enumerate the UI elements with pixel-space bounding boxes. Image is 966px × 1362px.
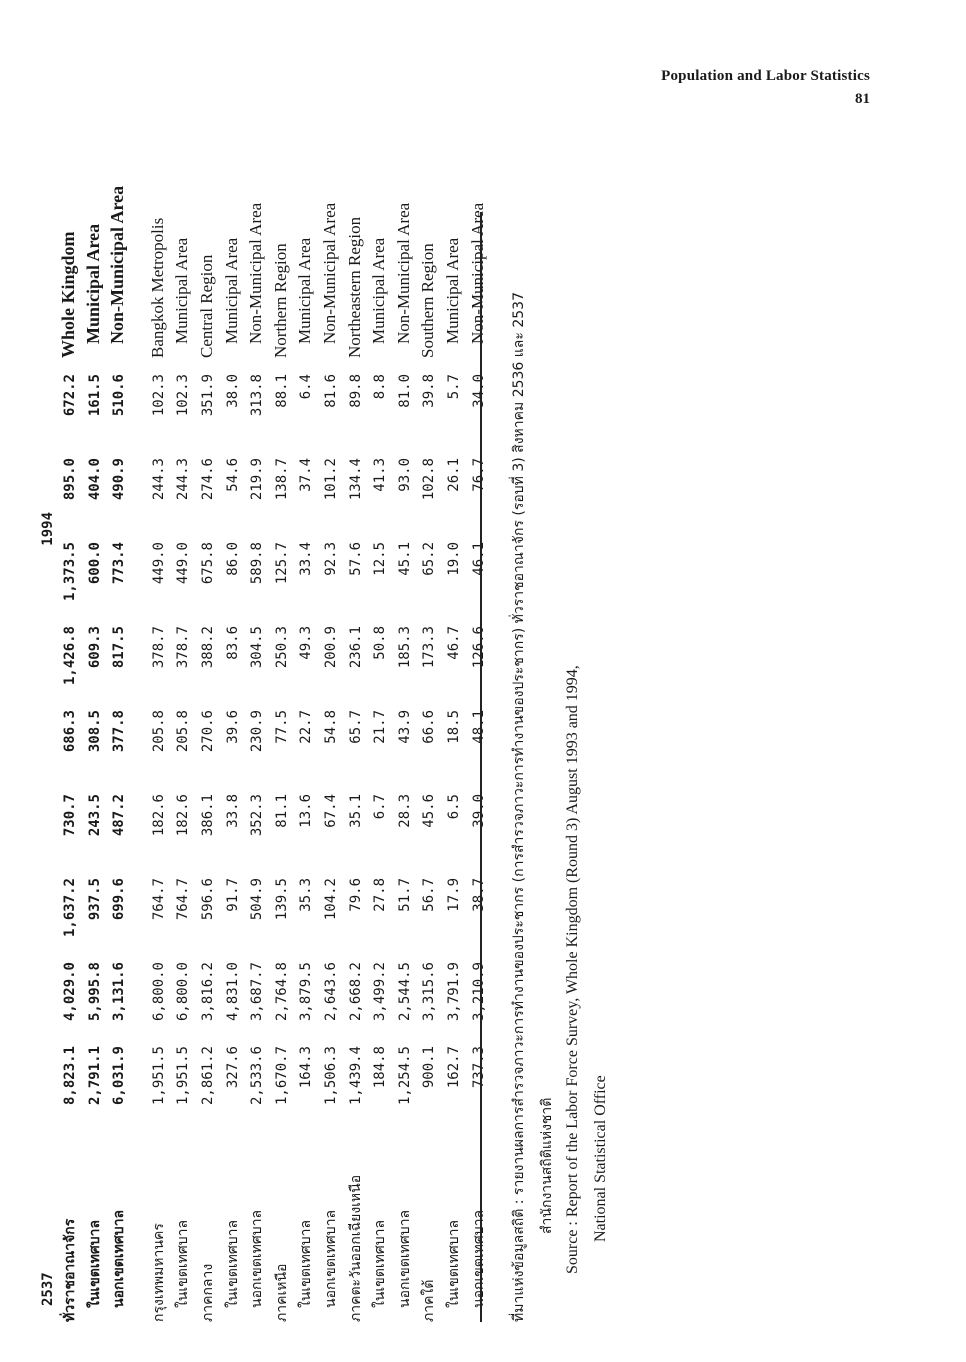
table-row — [172, 42, 197, 1322]
row-label-english: Non-Municipal Area — [467, 202, 487, 344]
table-cell: 134.4 — [347, 458, 364, 501]
row-label-thai: ภาคตะวันออกเฉียงเหนือ — [347, 1174, 364, 1322]
table-cell: 388.2 — [199, 626, 216, 669]
table-row — [107, 42, 132, 1322]
table-cell: 1,637.2 — [62, 878, 78, 938]
row-label-thai: ในเขตเทศบาล — [298, 1219, 315, 1308]
table-cell: 101.2 — [322, 458, 339, 501]
table-cell: 3,210.9 — [470, 962, 487, 1022]
table-cell: 92.3 — [322, 542, 339, 576]
table-cell: 26.1 — [445, 458, 462, 492]
row-label-thai: ในเขตเทศบาล — [224, 1219, 241, 1308]
footer — [508, 42, 620, 1322]
table-row — [246, 42, 271, 1322]
table-cell: 2,861.2 — [199, 1046, 216, 1106]
table-cell: 81.0 — [396, 374, 413, 408]
table-cell: 35.1 — [347, 794, 364, 828]
table-cell: 1,254.5 — [396, 1046, 413, 1106]
table-cell: 3,687.7 — [249, 962, 266, 1022]
table-cell: 86.0 — [224, 542, 241, 576]
table-cell: 8,823.1 — [62, 1046, 78, 1106]
table-cell: 39.6 — [224, 710, 241, 744]
table-cell: 162.7 — [445, 1046, 462, 1089]
table-cell: 102.8 — [421, 458, 438, 501]
footer-source-line-2 — [592, 42, 620, 1322]
row-label-english: Northeastern Region — [344, 216, 364, 358]
table-cell: 609.3 — [86, 626, 103, 669]
table-cell: 244.3 — [150, 458, 167, 501]
table-cell: 510.6 — [111, 374, 128, 417]
table-cell: 1,951.5 — [175, 1046, 192, 1106]
footer-source-text-1: Report of the Labor Force Survey, Whole Kingdom (Round 3) August 1993 and 1994, — [564, 665, 581, 1218]
table-cell: 504.9 — [249, 878, 266, 921]
table-cell: 352.3 — [249, 794, 266, 837]
table-cell: 205.8 — [175, 710, 192, 753]
table-cell: 102.3 — [150, 374, 167, 417]
table-cell: 184.8 — [372, 1046, 389, 1089]
table-cell: 672.2 — [62, 374, 78, 417]
table-cell: 1,426.8 — [62, 626, 78, 686]
table-cell: 3,791.9 — [445, 962, 462, 1022]
footer-thai-text-2: สำนักงานสถิติแห่งชาติ — [539, 1097, 555, 1234]
table-cell: 77.5 — [273, 710, 290, 744]
row-label-thai: ในเขตเทศบาล — [445, 1219, 462, 1308]
table-cell: 6,800.0 — [175, 962, 192, 1022]
table-cell: 377.8 — [111, 710, 128, 753]
table-cell: 38.7 — [470, 878, 487, 912]
table-cell: 686.3 — [62, 710, 78, 753]
table-cell: 3,315.6 — [421, 962, 438, 1022]
table-cell: 185.3 — [396, 626, 413, 669]
table-cell: 83.6 — [224, 626, 241, 660]
table-cell: 28.3 — [396, 794, 413, 828]
footer-thai-text-1: รายงานผลการสำรวจภาวะการทำงานของประชากร (การสำรวจภาวะการทำงานของประชากร) ทั่วราชอาณาจักร (รอบที่ 3) สิงหาคม 2536 และ 2537 — [511, 292, 527, 1196]
table-cell: 937.5 — [86, 878, 103, 921]
table-row — [369, 42, 394, 1322]
table-cell: 8.8 — [372, 374, 389, 400]
table-cell: 596.6 — [199, 878, 216, 921]
row-label-english: Municipal Area — [369, 237, 389, 344]
row-label-thai: ในเขตเทศบาล — [175, 1219, 192, 1308]
table-cell: 487.2 — [111, 794, 128, 837]
table-cell: 6.4 — [298, 374, 315, 400]
table-body — [58, 42, 492, 1322]
row-label-english: Municipal Area — [442, 237, 462, 344]
table-row — [197, 42, 222, 1322]
row-label-thai: ภาคใต้ — [421, 1279, 438, 1322]
table-row — [418, 42, 443, 1322]
table-cell: 699.6 — [111, 878, 128, 921]
table-cell: 19.0 — [445, 542, 462, 576]
table-cell: 17.9 — [445, 878, 462, 912]
table-cell: 449.0 — [175, 542, 192, 585]
table-cell: 39.8 — [421, 374, 438, 408]
table-cell: 50.8 — [372, 626, 389, 660]
table-cell: 308.5 — [86, 710, 103, 753]
table-cell: 675.8 — [199, 542, 216, 585]
table-cell: 304.5 — [249, 626, 266, 669]
table-cell: 6.7 — [372, 794, 389, 820]
table-cell: 38.0 — [224, 374, 241, 408]
row-label-thai: นอกเขตเทศบาล — [249, 1209, 266, 1308]
table-cell: 65.7 — [347, 710, 364, 744]
table-cell: 2,791.1 — [86, 1046, 103, 1106]
row-label-english: Municipal Area — [221, 237, 241, 344]
table-row — [394, 42, 419, 1322]
row-label-english: Non-Municipal Area — [393, 202, 413, 344]
table-cell: 274.6 — [199, 458, 216, 501]
table-cell: 730.7 — [62, 794, 78, 837]
row-label-thai: นอกเขตเทศบาล — [322, 1209, 339, 1308]
table-cell: 33.4 — [298, 542, 315, 576]
table-cell: 43.9 — [396, 710, 413, 744]
table-row — [222, 42, 247, 1322]
row-label-thai: ทั่วราชอาณาจักร — [62, 1218, 78, 1322]
table-cell: 351.9 — [199, 374, 216, 417]
table-cell: 139.5 — [273, 878, 290, 921]
table-cell: 378.7 — [150, 626, 167, 669]
table-cell: 205.8 — [150, 710, 167, 753]
table-cell: 773.4 — [111, 542, 128, 585]
table-cell: 404.0 — [86, 458, 103, 501]
row-label-english: Municipal Area — [172, 237, 192, 344]
table-cell: 327.6 — [224, 1046, 241, 1089]
table-cell: 900.1 — [421, 1046, 438, 1089]
row-label-thai: ภาคกลาง — [199, 1263, 216, 1322]
table-cell: 104.2 — [322, 878, 339, 921]
table-cell: 244.3 — [175, 458, 192, 501]
table-cell: 46.1 — [470, 542, 487, 576]
row-label-english: Municipal Area — [82, 223, 103, 344]
footer-thai-line-1: ที่มาแห่งข้อมูลสถิติ : รายงานผลการสำรวจภาวะการทำงานของประชากร (การสำรวจภาวะการทำงานของประชากร) ทั่วราชอาณาจักร (รอบที่ 3) สิงหาคม 2536 และ 2537 — [511, 292, 527, 1322]
table-cell: 182.6 — [175, 794, 192, 837]
table-cell: 66.6 — [421, 710, 438, 744]
table-cell: 6,800.0 — [150, 962, 167, 1022]
table-cell: 200.9 — [322, 626, 339, 669]
table-cell: 1,373.5 — [62, 542, 78, 602]
row-label-english: Northern Region — [270, 243, 290, 358]
table-cell: 173.3 — [421, 626, 438, 669]
table-cell: 600.0 — [86, 542, 103, 585]
table-cell: 18.5 — [445, 710, 462, 744]
table-cell: 57.6 — [347, 542, 364, 576]
row-label-english: Non-Municipal Area — [319, 202, 339, 344]
table-row — [271, 42, 296, 1322]
table-cell: 250.3 — [273, 626, 290, 669]
table-cell: 93.0 — [396, 458, 413, 492]
year-row — [40, 42, 58, 1322]
table-cell: 270.6 — [199, 710, 216, 753]
table-cell: 27.8 — [372, 878, 389, 912]
table-cell: 125.7 — [273, 542, 290, 585]
table-cell: 219.9 — [249, 458, 266, 501]
table-cell: 54.6 — [224, 458, 241, 492]
table-cell: 138.7 — [273, 458, 290, 501]
row-label-english: Bangkok Metropolis — [147, 217, 167, 358]
table-cell: 490.9 — [111, 458, 128, 501]
table-row — [320, 42, 345, 1322]
table-cell: 2,643.6 — [322, 962, 339, 1022]
table-cell: 45.1 — [396, 542, 413, 576]
table-row — [443, 42, 468, 1322]
table-cell: 764.7 — [175, 878, 192, 921]
table-cell: 2,544.5 — [396, 962, 413, 1022]
table-cell: 386.1 — [199, 794, 216, 837]
table-cell: 449.0 — [150, 542, 167, 585]
row-label-english: Whole Kingdom — [58, 231, 78, 358]
table-cell: 126.6 — [470, 626, 487, 669]
table-cell: 4,029.0 — [62, 962, 78, 1022]
table-cell: 5,995.8 — [86, 962, 103, 1022]
row-label-english: Central Region — [196, 254, 216, 358]
row-label-english: Municipal Area — [295, 237, 315, 344]
table-cell: 1,670.7 — [273, 1046, 290, 1106]
table-cell: 67.4 — [322, 794, 339, 828]
row-label-thai: นอกเขตเทศบาล — [111, 1209, 128, 1308]
table-cell: 895.0 — [62, 458, 78, 501]
table-row — [83, 42, 108, 1322]
row-label-thai: ในเขตเทศบาล — [86, 1219, 103, 1308]
table-cell: 764.7 — [150, 878, 167, 921]
table-row — [58, 42, 83, 1322]
table-row — [295, 42, 320, 1322]
table-cell: 1,506.3 — [322, 1046, 339, 1106]
table-cell: 4,831.0 — [224, 962, 241, 1022]
table-cell: 243.5 — [86, 794, 103, 837]
table-cell: 3,816.2 — [199, 962, 216, 1022]
year-english: 1994 — [40, 512, 56, 546]
table-cell: 49.3 — [298, 626, 315, 660]
table-cell: 54.8 — [322, 710, 339, 744]
row-label-thai: ภาคเหนือ — [273, 1263, 290, 1322]
footer-rule — [480, 212, 482, 1322]
table-cell: 37.4 — [298, 458, 315, 492]
rotated-table-area — [40, 42, 960, 1322]
table-cell: 737.3 — [470, 1046, 487, 1089]
table-cell: 236.1 — [347, 626, 364, 669]
table-cell: 1,951.5 — [150, 1046, 167, 1106]
table-cell: 76.7 — [470, 458, 487, 492]
table-cell: 48.1 — [470, 710, 487, 744]
table-cell: 22.7 — [298, 710, 315, 744]
row-label-thai: กรุงเทพมหานคร — [150, 1223, 167, 1322]
row-label-thai: ในเขตเทศบาล — [372, 1219, 389, 1308]
table-cell: 230.9 — [249, 710, 266, 753]
table-cell: 6.5 — [445, 794, 462, 820]
table-cell: 51.7 — [396, 878, 413, 912]
table-cell: 39.0 — [470, 794, 487, 828]
table-cell: 56.7 — [421, 878, 438, 912]
table-cell: 91.7 — [224, 878, 241, 912]
table-cell: 2,764.8 — [273, 962, 290, 1022]
table-cell: 35.3 — [298, 878, 315, 912]
table-cell: 589.8 — [249, 542, 266, 585]
table-cell: 161.5 — [86, 374, 103, 417]
footer-source-label: Source — [564, 1229, 581, 1274]
row-label-english: Non-Municipal Area — [246, 202, 266, 344]
table-cell: 34.0 — [470, 374, 487, 408]
table-cell: 45.6 — [421, 794, 438, 828]
table-cell: 46.7 — [445, 626, 462, 660]
table-cell: 13.6 — [298, 794, 315, 828]
footer-source-line-1: Source : Report of the Labor Force Survey, Whole Kingdom (Round 3) August 1993 and 1994, — [564, 665, 581, 1274]
table-cell: 33.8 — [224, 794, 241, 828]
table-cell: 6,031.9 — [111, 1046, 128, 1106]
year-thai: 2537 — [40, 1272, 56, 1306]
table-cell: 102.3 — [175, 374, 192, 417]
row-label-english: Southern Region — [418, 243, 438, 358]
table-cell: 164.3 — [298, 1046, 315, 1089]
table-cell: 182.6 — [150, 794, 167, 837]
table-row — [148, 42, 173, 1322]
table-cell: 81.6 — [322, 374, 339, 408]
table-cell: 3,879.5 — [298, 962, 315, 1022]
table-cell: 81.1 — [273, 794, 290, 828]
table-cell: 88.1 — [273, 374, 290, 408]
table-cell: 817.5 — [111, 626, 128, 669]
table-cell: 65.2 — [421, 542, 438, 576]
table-cell: 1,439.4 — [347, 1046, 364, 1106]
footer-source-text-2: National Statistical Office — [592, 1075, 609, 1242]
row-label-english: Non-Municipal Area — [107, 185, 128, 344]
table-cell: 41.3 — [372, 458, 389, 492]
table-cell: 89.8 — [347, 374, 364, 408]
table-cell: 3,499.2 — [372, 962, 389, 1022]
page-number: 81 — [855, 91, 870, 107]
table-cell: 2,533.6 — [249, 1046, 266, 1106]
table-cell: 313.8 — [249, 374, 266, 417]
table-cell: 2,668.2 — [347, 962, 364, 1022]
data-table — [40, 42, 492, 1322]
table-cell: 79.6 — [347, 878, 364, 912]
row-label-thai: นอกเขตเทศบาล — [470, 1209, 487, 1308]
table-row — [345, 42, 370, 1322]
footer-thai-label: ที่มาแห่งข้อมูลสถิติ — [511, 1208, 527, 1322]
table-cell: 5.7 — [445, 374, 462, 400]
page-title: Population and Labor Statistics — [661, 68, 870, 84]
table-cell: 378.7 — [175, 626, 192, 669]
table-cell: 12.5 — [372, 542, 389, 576]
table-cell: 3,131.6 — [111, 962, 128, 1022]
row-label-thai: นอกเขตเทศบาล — [396, 1209, 413, 1308]
table-cell: 21.7 — [372, 710, 389, 744]
footer-thai-line-2 — [536, 1064, 564, 1322]
